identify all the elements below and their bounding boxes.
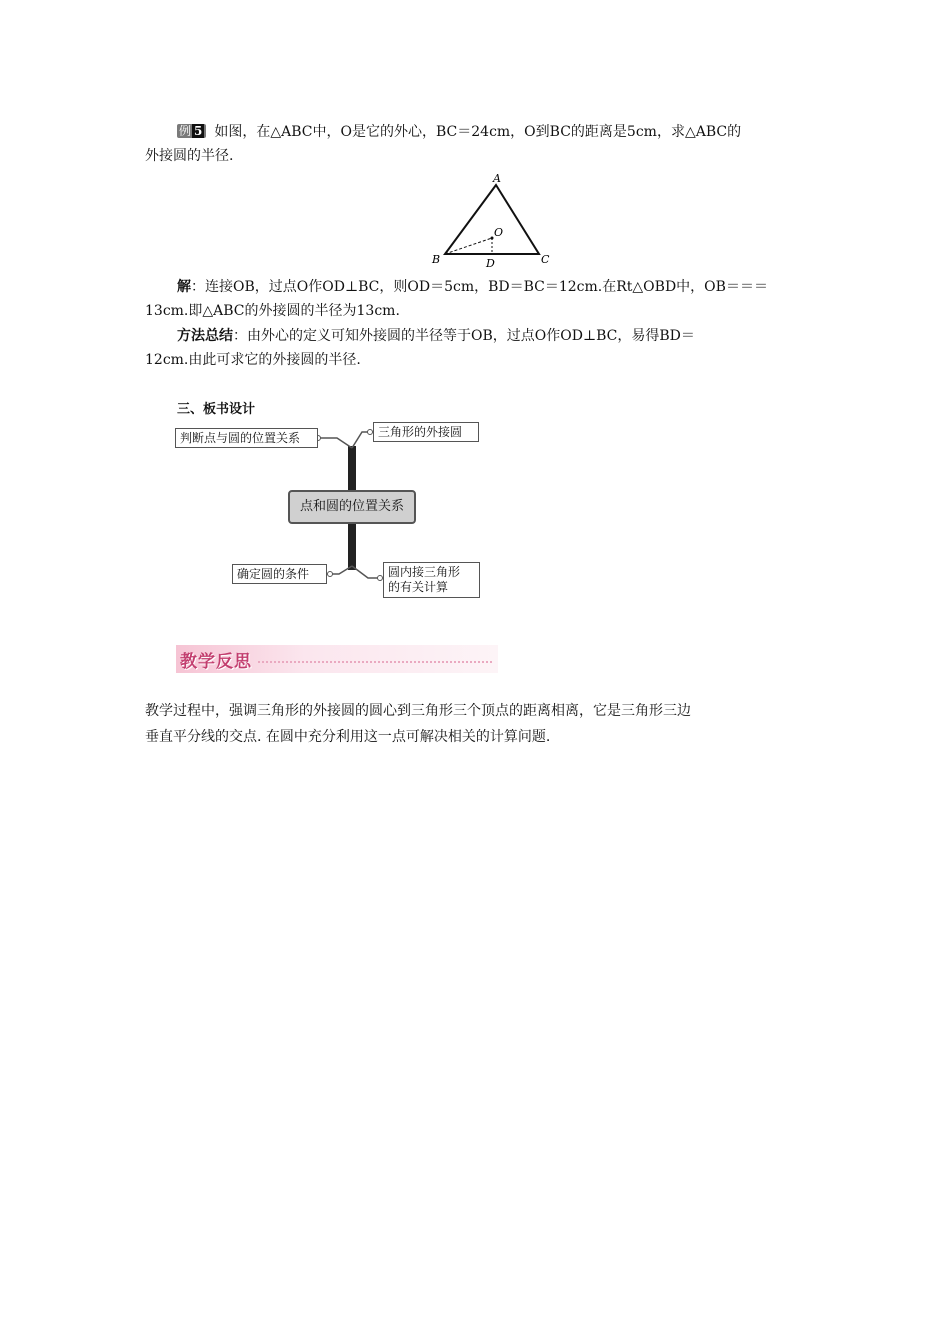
node-inscribed-triangle	[383, 562, 480, 598]
reflection-banner	[176, 645, 498, 673]
method-label: 方法总结	[177, 328, 233, 344]
node-determine-circle: 确定圆的条件	[232, 564, 327, 584]
example-text-line2: 外接圆的半径.	[145, 148, 234, 164]
label-o: O	[494, 226, 504, 239]
label-b: B	[432, 253, 441, 266]
reflection-line1: 教学过程中，强调三角形的外接圆的圆心到三角形三个顶点的距离相离，它是三角形三边	[145, 703, 691, 719]
reflection-paragraph	[145, 698, 807, 750]
node-center: 点和圆的位置关系	[288, 490, 416, 524]
example-paragraph	[145, 120, 807, 168]
reflection-title: 教学反思	[180, 652, 252, 672]
solution-label: 解	[177, 279, 191, 295]
node-inscribed-line1: 圆内接三角形	[388, 565, 461, 579]
method-line2: 12cm.由此可求它的外接圆的半径.	[145, 352, 361, 368]
node-judge-point-circle: 判断点与圆的位置关系	[175, 428, 318, 448]
method-line1: ：由外心的定义可知外接圆的半径等于OB，过点O作OD⊥BC，易得BD＝	[233, 328, 695, 344]
banner-dotted-line	[258, 661, 492, 663]
mindmap	[172, 418, 492, 603]
solution-line1: ：连接OB，过点O作OD⊥BC，则OD＝5cm，BD＝BC＝12cm.在Rt△OBD中，OB＝＝＝	[191, 279, 768, 295]
node-circumcircle: 三角形的外接圆	[373, 422, 479, 442]
reflection-line2: 垂直平分线的交点. 在圆中充分利用这一点可解决相关的计算问题.	[145, 729, 551, 745]
section-heading: 三、板书设计	[177, 402, 256, 417]
method-paragraph	[145, 324, 807, 372]
solution-paragraph	[145, 275, 807, 323]
label-c: C	[541, 253, 550, 266]
node-inscribed-line2: 的有关计算	[388, 580, 449, 594]
example-text-line1: 如图，在△ABC中，O是它的外心，BC＝24cm，O到BC的距离是5cm，求△ABC的	[214, 124, 742, 140]
triangle-figure	[430, 170, 560, 270]
solution-line2: 13cm.即△ABC的外接圆的半径为13cm.	[145, 303, 400, 319]
example-badge: 例 5	[177, 124, 206, 138]
label-a: A	[493, 172, 501, 185]
label-d: D	[486, 257, 495, 270]
